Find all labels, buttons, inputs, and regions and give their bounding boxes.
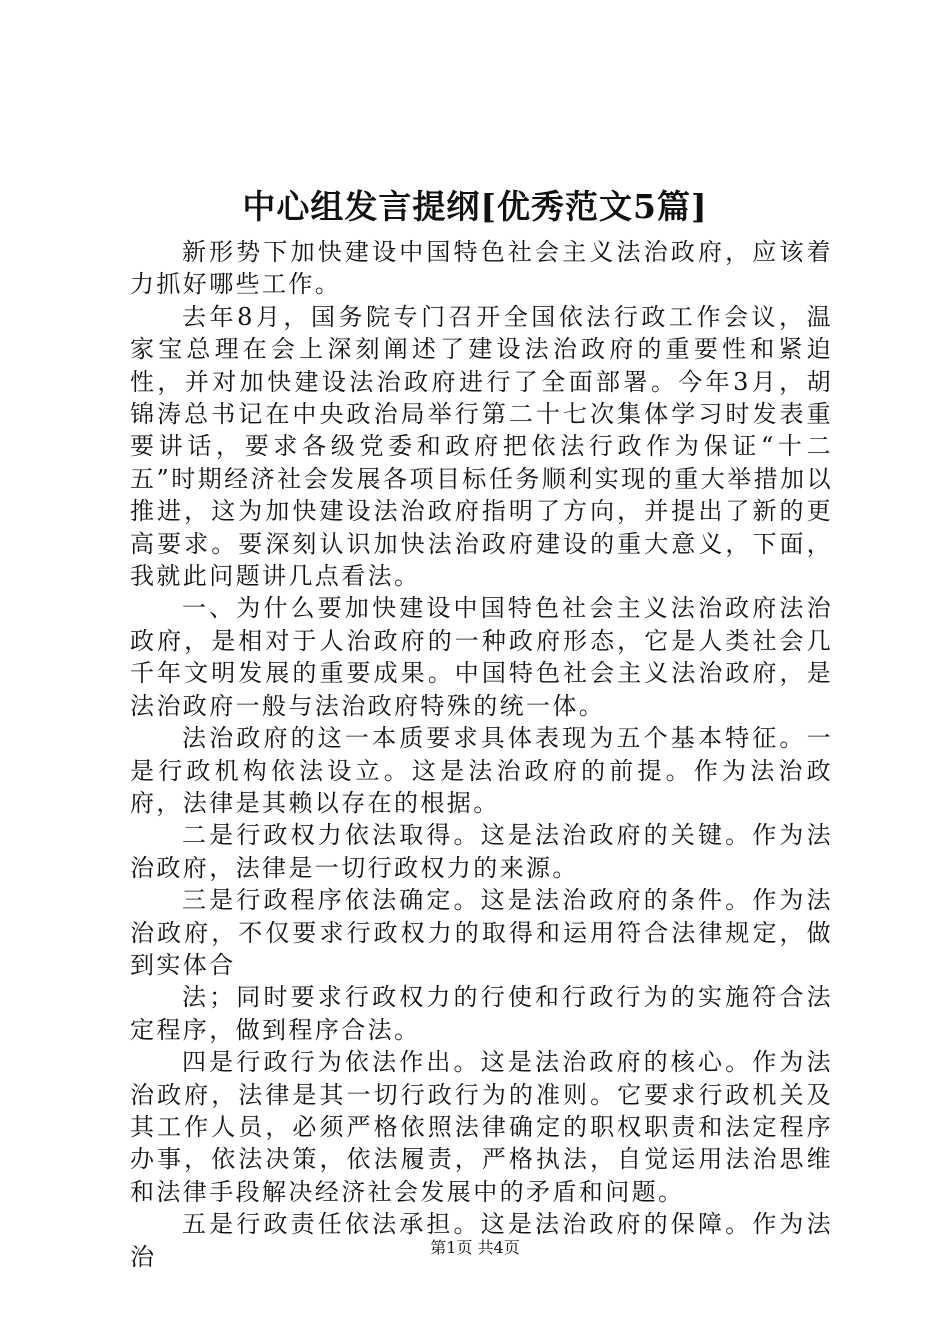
page-footer: 第1页 共4页 — [430, 1238, 520, 1257]
paragraph: 新形势下加快建设中国特色社会主义法治政府，应该着力抓好哪些工作。 — [130, 238, 833, 299]
paragraph: 四是行政行为依法作出。这是法治政府的核心。作为法治政府，法律是其一切行政行为的准则。它要求行政机关及其工作人员，必须严格依照法律确定的职权职责和法定程序办事，依法决策，依法履责，严格执法，自觉运用法治思维和法律手段解决经济社会发展中的矛盾和问题。 — [130, 1048, 833, 1206]
paragraph: 一、为什么要加快建设中国特色社会主义法治政府法治政府，是相对于人治政府的一种政府形态，它是人类社会几千年文明发展的重要成果。中国特色社会主义法治政府，是法治政府一般与法治政府特殊的统一体。 — [130, 594, 833, 720]
paragraph: 三是行政程序依法确定。这是法治政府的条件。作为法治政府，不仅要求行政权力的取得和运用符合法律规定，做到实体合 — [130, 886, 833, 979]
paragraph: 法；同时要求行政权力的行使和行政行为的实施符合法定程序，做到程序合法。 — [130, 983, 833, 1044]
document-body — [130, 236, 833, 1273]
paragraph: 五是行政责任依法承担。这是法治政府的保障。作为法治 — [130, 1210, 833, 1271]
paragraph: 二是行政权力依法取得。这是法治政府的关键。作为法治政府，法律是一切行政权力的来源。 — [130, 821, 833, 882]
paragraph: 去年8月，国务院专门召开全国依法行政工作会议，温家宝总理在会上深刻阐述了建设法治政府的重要性和紧迫性，并对加快建设法治政府进行了全面部署。今年3月，胡锦涛总书记在中央政治局举行第二十七次集体学习时发表重要讲话，要求各级党委和政府把依法行政作为保证“十二五”时期经济社会发展各项目标任务顺利实现的重大举措加以推进，这为加快建设法治政府指明了方向，并提出了新的更高要求。要深刻认识加快法治政府建设的重大意义，下面，我就此问题讲几点看法。 — [130, 302, 833, 591]
paragraph: 法治政府的这一本质要求具体表现为五个基本特征。一是行政机构依法设立。这是法治政府的前提。作为法治政府，法律是其赖以存在的根据。 — [130, 724, 833, 817]
document-title: 中心组发言提纲[优秀范文5篇] — [242, 187, 708, 226]
